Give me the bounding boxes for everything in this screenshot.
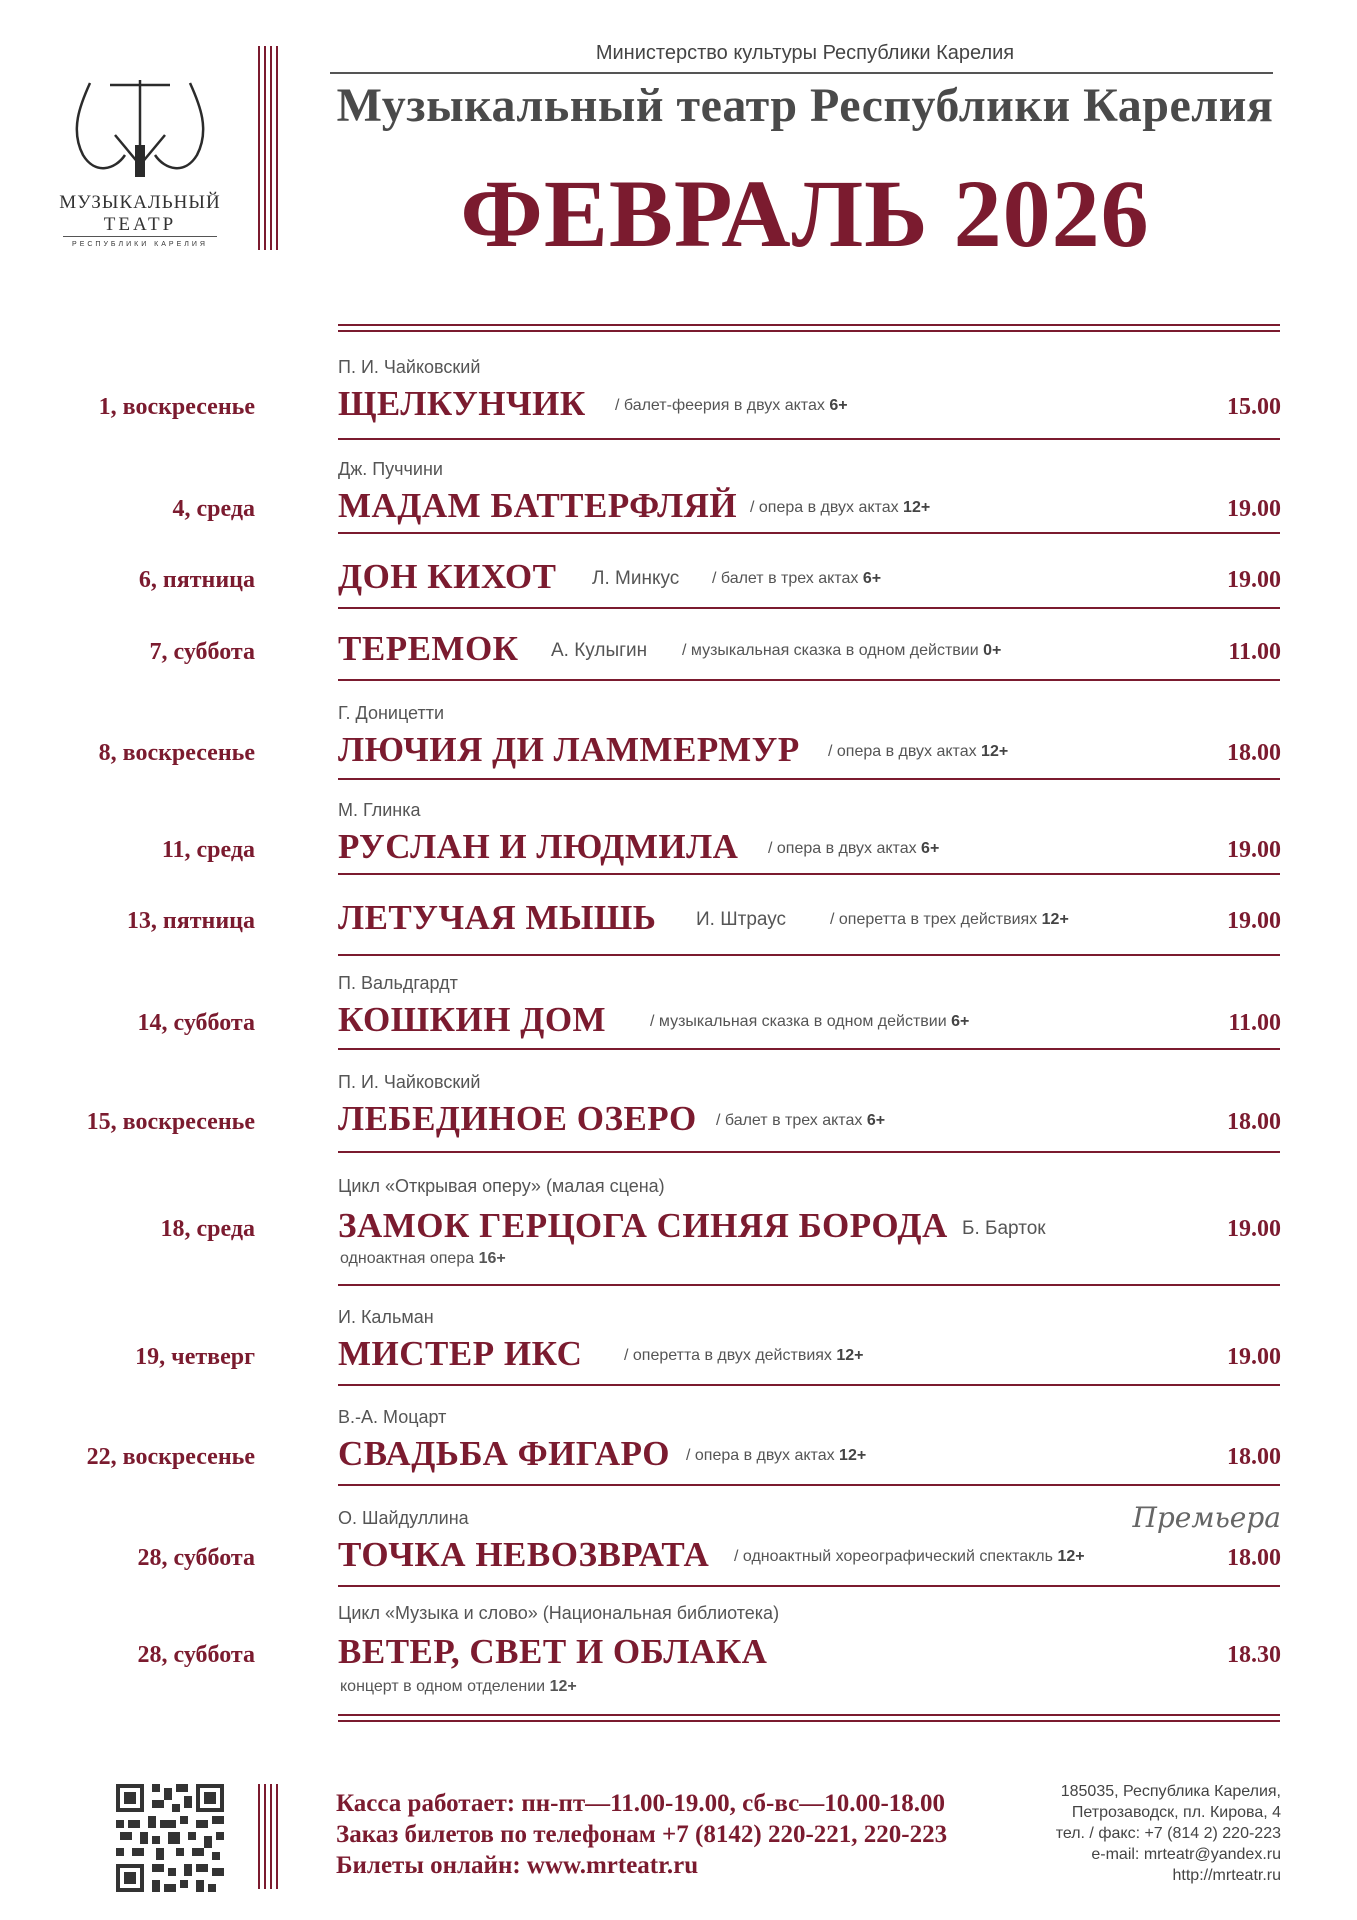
event-author: М. Глинка <box>338 800 421 820</box>
event-time: 19.00 <box>1227 1216 1281 1242</box>
event-title[interactable]: РУСЛАН И ЛЮДМИЛА <box>338 827 739 866</box>
phone-booking[interactable]: Заказ билетов по телефонам +7 (8142) 220-221, 220-223 <box>336 1821 948 1848</box>
event-title[interactable]: КОШКИН ДОМ <box>338 1000 607 1039</box>
event-genre: / одноактный хореографический спектакль 12+ <box>734 1548 1085 1565</box>
theatre-name: Музыкальный театр Республики Карелия <box>336 79 1274 132</box>
event-author: И. Штраус <box>696 909 787 930</box>
event-time: 19.00 <box>1227 1344 1281 1370</box>
header-rule <box>330 72 1273 74</box>
event-time: 18.00 <box>1227 1109 1281 1135</box>
address-line: 185035, Республика Карелия, <box>1060 1783 1281 1800</box>
month-title: ФЕВРАЛЬ 2026 <box>460 160 1150 267</box>
event-author: О. Шайдуллина <box>338 1508 469 1528</box>
event-author: Цикл «Открывая оперу» (малая сцена) <box>338 1176 665 1196</box>
row-divider <box>338 679 1280 681</box>
bottom-double-rule <box>338 1714 1280 1722</box>
event-time: 15.00 <box>1227 394 1281 420</box>
event-author: Цикл «Музыка и слово» (Национальная библиотека) <box>338 1603 780 1623</box>
event-author: Л. Минкус <box>592 568 680 589</box>
event-time: 11.00 <box>1228 1010 1281 1036</box>
event-author: П. И. Чайковский <box>338 1072 481 1092</box>
online-tickets-link[interactable]: Билеты онлайн: www.mrteatr.ru <box>336 1852 699 1879</box>
premiere-badge: Премьера <box>1132 1501 1281 1534</box>
row-divider <box>338 607 1280 609</box>
event-author: П. Вальдгардт <box>338 973 458 993</box>
event-title[interactable]: ЩЕЛКУНЧИК <box>338 384 586 423</box>
event-author: А. Кулыгин <box>551 640 648 661</box>
event-date: 7, суббота <box>149 639 255 665</box>
logo-line1: МУЗЫКАЛЬНЫЙ <box>59 192 221 213</box>
row-divider <box>338 1151 1280 1153</box>
event-genre: / опера в двух актах 12+ <box>750 499 931 516</box>
event-time: 18.00 <box>1227 1444 1281 1470</box>
event-date: 22, воскресенье <box>86 1444 255 1470</box>
event-author: Г. Доницетти <box>338 703 445 723</box>
row-divider <box>338 438 1280 440</box>
event-title[interactable]: СВАДЬБА ФИГАРО <box>338 1434 671 1473</box>
event-genre: / опера в двух актах 6+ <box>768 840 940 857</box>
event-genre: концерт в одном отделении 12+ <box>340 1678 577 1695</box>
event-date: 11, среда <box>161 837 255 863</box>
event-author: И. Кальман <box>338 1307 434 1327</box>
row-divider <box>338 1048 1280 1050</box>
event-genre: / оперетта в трех действиях 12+ <box>830 911 1069 928</box>
event-date: 14, суббота <box>137 1010 255 1036</box>
phone-fax: тел. / факс: +7 (814 2) 220-223 <box>1055 1825 1281 1842</box>
event-genre: / балет в трех актах 6+ <box>716 1112 886 1129</box>
event-genre: / опера в двух актах 12+ <box>828 743 1009 760</box>
event-genre: / опера в двух актах 12+ <box>686 1447 867 1464</box>
logo-line3: РЕСПУБЛИКИ КАРЕЛИЯ <box>72 241 208 248</box>
email-link[interactable]: e-mail: mrteatr@yandex.ru <box>1091 1846 1281 1863</box>
event-author: Дж. Пуччини <box>338 459 443 479</box>
event-title[interactable]: ДОН КИХОТ <box>338 557 557 596</box>
row-divider <box>338 1585 1280 1587</box>
row-divider <box>338 1484 1280 1486</box>
event-genre: / музыкальная сказка в одном действии 6+ <box>650 1013 970 1030</box>
address-line: Петрозаводск, пл. Кирова, 4 <box>1071 1804 1281 1821</box>
logo-line2: ТЕАТР <box>103 214 177 235</box>
website-link[interactable]: http://mrteatr.ru <box>1172 1867 1281 1884</box>
event-time: 19.00 <box>1227 567 1281 593</box>
event-genre: / балет-феерия в двух актах 6+ <box>615 397 848 414</box>
theatre-logo <box>55 75 225 255</box>
row-divider <box>338 1384 1280 1386</box>
row-divider <box>338 954 1280 956</box>
event-author: В.-А. Моцарт <box>338 1407 447 1427</box>
event-title[interactable]: ЛЕТУЧАЯ МЫШЬ <box>338 898 657 937</box>
event-date: 8, воскресенье <box>98 740 255 766</box>
event-title[interactable]: ЛЮЧИЯ ДИ ЛАММЕРМУР <box>338 730 800 769</box>
event-genre: / оперетта в двух действиях 12+ <box>624 1347 864 1364</box>
event-date: 15, воскресенье <box>86 1109 255 1135</box>
event-date: 1, воскресенье <box>98 394 255 420</box>
decorative-vertical-lines <box>258 46 280 250</box>
event-time: 18.00 <box>1227 740 1281 766</box>
event-date: 6, пятница <box>138 567 255 593</box>
event-genre: одноактная опера 16+ <box>340 1250 506 1267</box>
row-divider <box>338 532 1280 534</box>
row-divider <box>338 778 1280 780</box>
event-time: 19.00 <box>1227 837 1281 863</box>
top-double-rule <box>338 324 1280 332</box>
event-date: 4, среда <box>172 496 255 522</box>
qr-code-icon[interactable] <box>116 1784 224 1892</box>
event-title[interactable]: МИСТЕР ИКС <box>338 1334 583 1373</box>
event-date: 28, суббота <box>137 1642 255 1668</box>
ministry-label: Министерство культуры Республики Карелия <box>595 42 1015 64</box>
event-title[interactable]: ЛЕБЕДИНОЕ ОЗЕРО <box>338 1099 697 1138</box>
event-author-inline: Б. Барток <box>962 1218 1046 1239</box>
event-title[interactable]: ЗАМОК ГЕРЦОГА СИНЯЯ БОРОДА <box>338 1206 948 1245</box>
event-time: 18.00 <box>1227 1545 1281 1571</box>
event-author: П. И. Чайковский <box>338 357 481 377</box>
event-title[interactable]: ТОЧКА НЕВОЗВРАТА <box>338 1535 710 1574</box>
box-office-hours: Касса работает: пн-пт—11.00-19.00, сб-вс—10.00-18.00 <box>336 1790 946 1817</box>
row-divider <box>338 873 1280 875</box>
event-title[interactable]: МАДАМ БАТТЕРФЛЯЙ <box>338 486 738 525</box>
event-date: 19, четверг <box>135 1344 255 1370</box>
event-time: 19.00 <box>1227 496 1281 522</box>
row-divider <box>338 1284 1280 1286</box>
decorative-vertical-lines <box>258 1784 280 1889</box>
event-title[interactable]: ВЕТЕР, СВЕТ И ОБЛАКА <box>338 1632 768 1671</box>
event-time: 18.30 <box>1227 1642 1281 1668</box>
event-date: 13, пятница <box>126 908 255 934</box>
event-time: 11.00 <box>1228 639 1281 665</box>
event-genre: / музыкальная сказка в одном действии 0+ <box>682 642 1002 659</box>
event-time: 19.00 <box>1227 908 1281 934</box>
event-genre: / балет в трех актах 6+ <box>712 570 882 587</box>
event-date: 28, суббота <box>137 1545 255 1571</box>
event-title[interactable]: ТЕРЕМОК <box>338 629 519 668</box>
event-date: 18, среда <box>160 1216 255 1242</box>
